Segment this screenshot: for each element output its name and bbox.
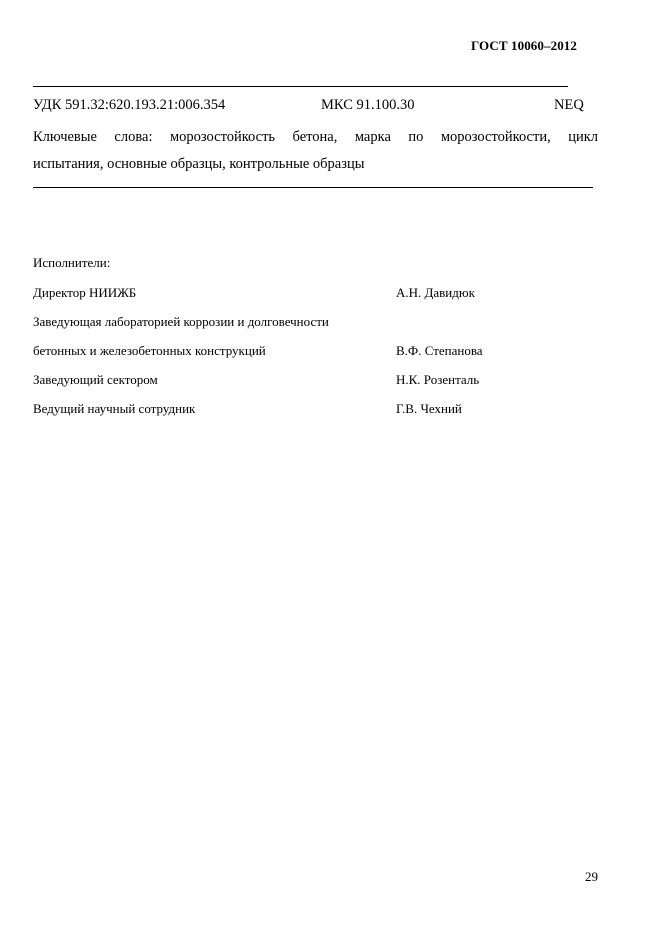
executor-name: Г.В. Чехний <box>396 401 462 416</box>
executor-role: Директор НИИЖБ <box>33 285 137 300</box>
mks-code: МКС 91.100.30 <box>321 97 415 113</box>
executor-name: В.Ф. Степанова <box>396 343 483 358</box>
keywords-line-2: испытания, основные образцы, контрольные образцы <box>33 156 365 172</box>
udk-code: УДК 591.32:620.193.21:006.354 <box>33 97 226 113</box>
keywords-block <box>33 124 598 178</box>
keywords-line-1: Ключевые слова: морозостойкость бетона, марка по морозостойкости, цикл <box>33 129 598 145</box>
executor-role: бетонных и железобетонных конструкций <box>33 343 266 358</box>
executor-role: Заведующая лабораторией коррозии и долговечности <box>33 314 329 329</box>
bottom-divider <box>33 187 593 188</box>
executor-name: А.Н. Давидюк <box>396 285 475 300</box>
top-divider <box>33 86 568 87</box>
executor-name: Н.К. Розенталь <box>396 372 480 387</box>
page-number: 29 <box>585 869 598 884</box>
neq-mark: NEQ <box>554 97 584 113</box>
executors-title: Исполнители: <box>33 255 111 270</box>
executor-role: Заведующий сектором <box>33 372 158 387</box>
executor-role: Ведущий научный сотрудник <box>33 401 196 416</box>
classification-row <box>33 97 598 115</box>
document-code: ГОСТ 10060–2012 <box>470 38 577 53</box>
